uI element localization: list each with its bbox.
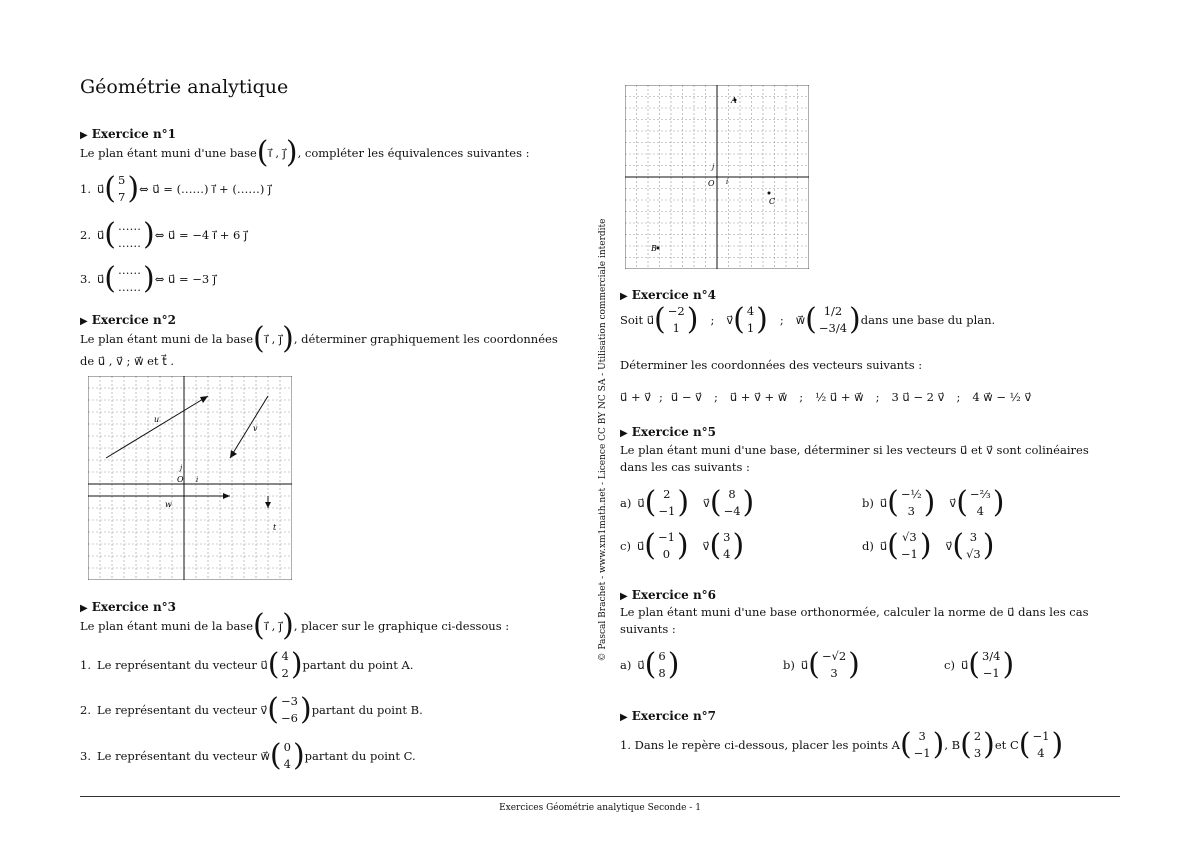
- ex6-line1: Le plan étant muni d'une base orthonormée, calculer la norme de u⃗ dans les cas: [620, 605, 1089, 619]
- page-footer: Exercices Géométrie analytique Seconde - 1: [499, 803, 701, 813]
- ex3-intro: Le plan étant muni de la base ( i⃗ , j⃗ ) , placer sur le graphique ci-dessous :: [80, 608, 510, 643]
- ex4-list: u⃗ + v⃗ ; u⃗ − v⃗ ; u⃗ + v⃗ + w⃗ ; ½ u⃗ + w⃗ ; 3 u⃗ − 2 v⃗ ; 4 w⃗ − ½ v⃗: [620, 390, 1032, 404]
- vector-v: [230, 396, 268, 458]
- ex3-item-1: 1. Le représentant du vecteur u⃗ ( 4 2 ) partant du point A.: [80, 647, 414, 682]
- triangle-bullet-icon: ▶: [620, 291, 628, 302]
- triangle-bullet-icon: ▶: [620, 712, 628, 723]
- ex3-graph: [625, 85, 809, 269]
- ex5-header: ▶ Exercice n°5: [620, 425, 717, 439]
- ex2-header: ▶ Exercice n°2: [80, 313, 177, 327]
- j-label: j: [180, 464, 183, 472]
- triangle-bullet-icon: ▶: [80, 316, 88, 327]
- ex7-header: ▶ Exercice n°7: [620, 709, 717, 723]
- ex6-header: ▶ Exercice n°6: [620, 588, 717, 602]
- ex6-case-b: b) u⃗ ( −√2 3 ): [783, 647, 860, 682]
- ex1-header: ▶ Exercice n°1: [80, 127, 177, 141]
- ex4-vectors: Soit u⃗ ( −2 1 ) ; v⃗ ( 4 1 ) ; w⃗ ( 1/2 −3/4 ) dans une base du plan.: [620, 302, 996, 337]
- j-label: j: [712, 163, 715, 171]
- ex5-line2: dans les cas suivants :: [620, 460, 750, 474]
- vector-u: [106, 396, 208, 458]
- ex5-case-c: c) u⃗ ( −1 0 ) v⃗ ( 3 4 ): [620, 528, 745, 563]
- vector-v-label: v: [253, 424, 258, 433]
- i-label: i: [196, 476, 199, 484]
- ex4-question: Déterminer les coordonnées des vecteurs suivants :: [620, 358, 923, 372]
- vector-t-arrowhead: [265, 502, 271, 508]
- ex5-case-a: a) u⃗ ( 2 −1 ) v⃗ ( 8 −4 ): [620, 485, 755, 520]
- ex6-case-a: a) u⃗ ( 6 8 ): [620, 647, 680, 682]
- triangle-bullet-icon: ▶: [80, 130, 88, 141]
- ex6-case-c: c) u⃗ ( 3/4 −1 ): [944, 647, 1015, 682]
- triangle-bullet-icon: ▶: [620, 591, 628, 602]
- license-sidebar: © Pascal Brachet - www.xm1math.net - Licence CC BY NC SA - Utilisation commerciale interdite: [598, 218, 608, 662]
- ex3-header: ▶ Exercice n°3: [80, 600, 177, 614]
- ex5-case-d: d) u⃗ ( √3 −1 ) v⃗ ( 3 √3 ): [862, 528, 995, 563]
- vector-v-arrowhead: [230, 450, 237, 458]
- ex6-line2: suivants :: [620, 622, 676, 636]
- point-c: [768, 192, 771, 195]
- ex1-intro: Le plan étant muni d'une base ( i⃗ , j⃗ ) , compléter les équivalences suivantes :: [80, 135, 530, 170]
- i-label: i: [726, 178, 729, 186]
- ex2-graph: [88, 376, 292, 580]
- footer-divider: [80, 796, 1120, 797]
- ex2-line1: Le plan étant muni de la base ( i⃗ , j⃗ ) , déterminer graphiquement les coordonnées: [80, 321, 558, 356]
- point-a-label: A: [731, 96, 737, 105]
- vector-u-arrowhead: [200, 396, 208, 403]
- ex5-case-b: b) u⃗ ( −½ 3 ) v⃗ ( −⅔ 4 ): [862, 485, 1005, 520]
- vector-w-arrowhead: [223, 493, 230, 499]
- page-title: Géométrie analytique: [80, 76, 289, 98]
- triangle-bullet-icon: ▶: [620, 428, 628, 439]
- point-c-label: C: [769, 197, 776, 206]
- origin-label: O: [708, 179, 715, 188]
- origin-label: O: [177, 475, 184, 484]
- ex4-header: ▶ Exercice n°4: [620, 288, 717, 302]
- vector-w-label: w: [165, 500, 172, 509]
- ex1-item-1: 1. u⃗ ( 5 7 ) ⇔ u⃗ = (……) i⃗ + (……) j⃗: [80, 171, 272, 206]
- vector-t-label: t: [273, 523, 277, 532]
- ex3-item-3: 3. Le représentant du vecteur w⃗ ( 0 4 ) partant du point C.: [80, 738, 416, 773]
- vector-u-label: u: [154, 415, 160, 424]
- triangle-bullet-icon: ▶: [80, 603, 88, 614]
- ex5-line1: Le plan étant muni d'une base, déterminer si les vecteurs u⃗ et v⃗ sont colinéaires: [620, 443, 1089, 457]
- point-b-label: B: [651, 244, 657, 253]
- ex3-item-2: 2. Le représentant du vecteur v⃗ ( −3 −6 ) partant du point B.: [80, 692, 423, 727]
- point-b: [657, 247, 660, 250]
- ex2-line2: de u⃗ , v⃗ ; w⃗ et t⃗ .: [80, 354, 175, 368]
- ex1-item-2: 2. u⃗ ( …… …… ) ⇔ u⃗ = −4 i⃗ + 6 j⃗: [80, 217, 248, 252]
- ex1-item-3: 3. u⃗ ( …… …… ) ⇔ u⃗ = −3 j⃗: [80, 261, 217, 296]
- ex7-line: 1. Dans le repère ci-dessous, placer les points A ( 3 −1 ) , B ( 2 3 ) et C ( −1 4 ): [620, 727, 1064, 762]
